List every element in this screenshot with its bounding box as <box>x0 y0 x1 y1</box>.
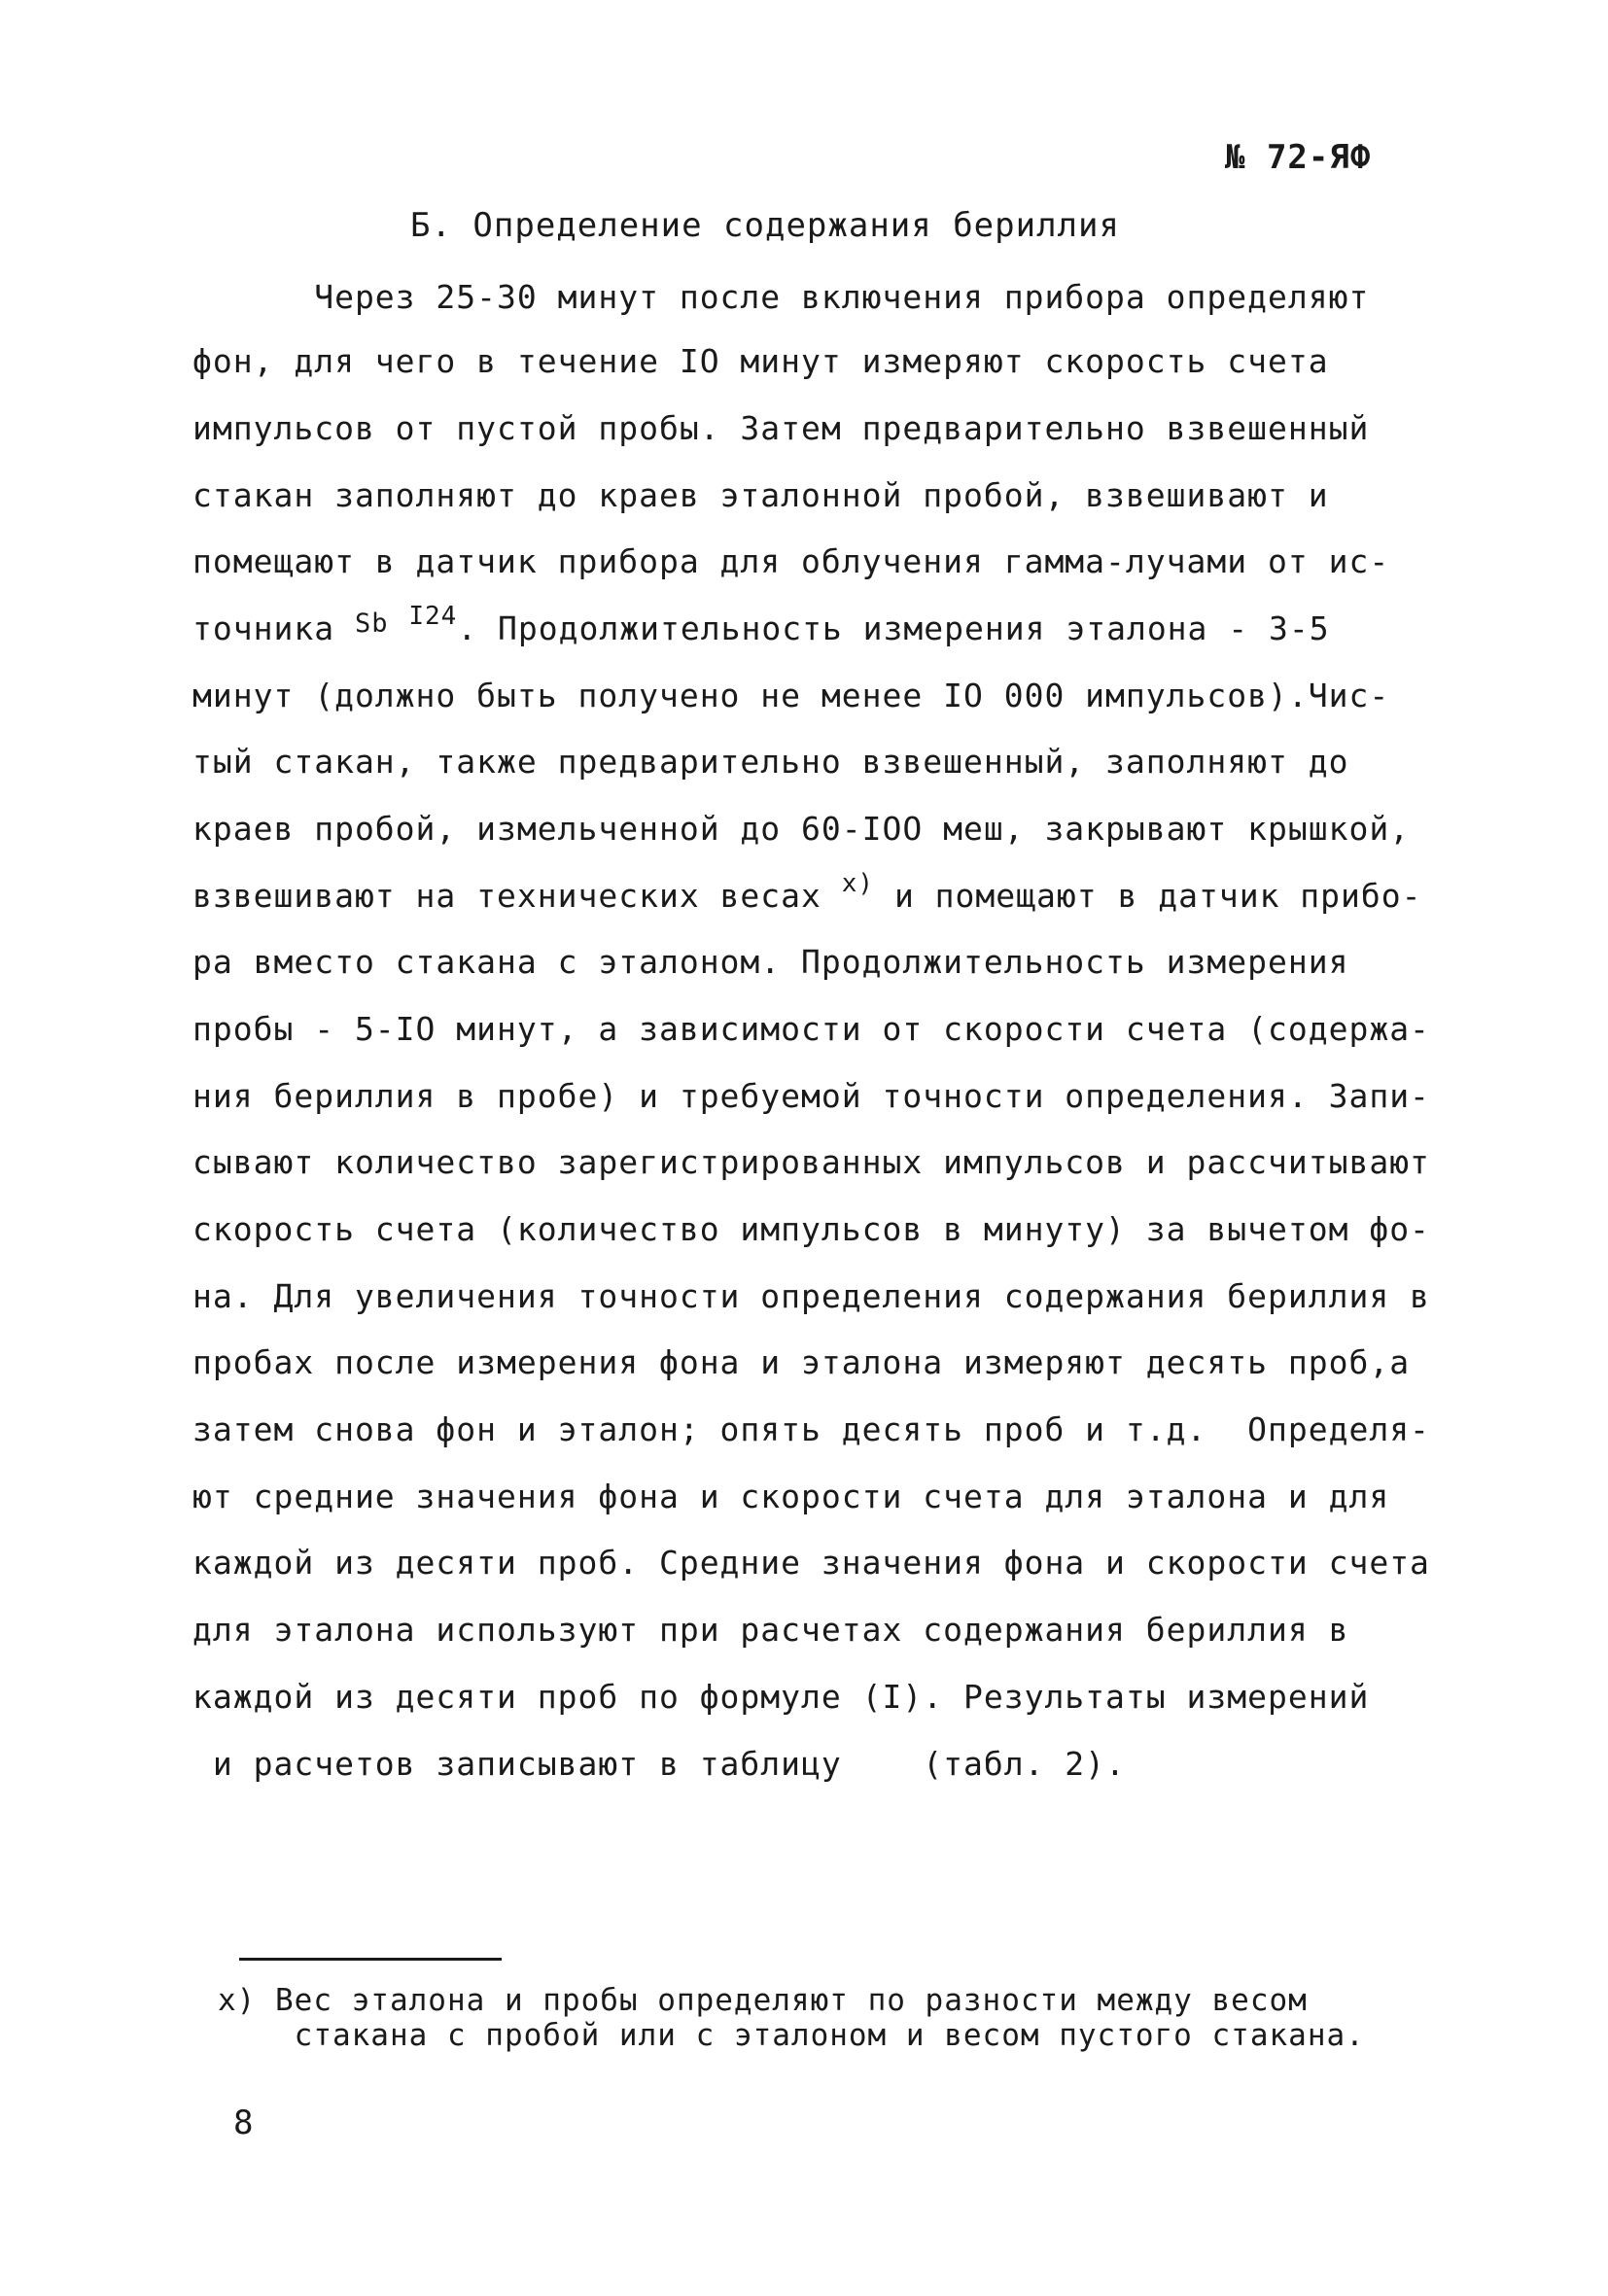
footnote-divider <box>239 1958 502 1961</box>
body-line: и расчетов записывают в таблицу (табл. 2). <box>192 1745 1126 1783</box>
body-line: скорость счета (количество импульсов в минуту) за вычетом фо- <box>192 1210 1430 1248</box>
isotope-mass: I24 <box>408 602 458 631</box>
isotope-symbol: Sb <box>354 609 389 639</box>
page-number: 8 <box>233 2104 254 2142</box>
body-line-footnote-ref <box>192 869 1456 919</box>
body-line: для эталона используют при расчетах содержания бериллия в <box>192 1611 1349 1649</box>
body-line: каждой из десяти проб по формуле (I). Результаты измерений <box>192 1678 1370 1716</box>
body-line: краев пробой, измельченной до 60-IOO меш, закрывают крышкой, <box>192 810 1411 848</box>
body-line: помещают в датчик прибора для облучения гамма-лучами от ис- <box>192 542 1390 580</box>
body-line: стакан заполняют до краев эталонной пробой, взвешивают и <box>192 476 1329 514</box>
body-line-start: точника <box>192 609 355 647</box>
body-line: ют средние значения фона и скорости счета для эталона и для <box>192 1478 1390 1515</box>
body-line: пробы - 5-IO минут, а зависимости от скорости счета (содержа- <box>192 1010 1430 1048</box>
body-line: затем снова фон и эталон; опять десять проб и т.д. Определя- <box>192 1410 1430 1448</box>
body-line-start: взвешивают на технических весах <box>192 877 842 915</box>
section-heading: Б. Определение содержания бериллия <box>410 206 1120 245</box>
body-line: пробах после измерения фона и эталона измеряют десять проб,а <box>192 1343 1411 1381</box>
body-line: ния бериллия в пробе) и требуемой точности определения. Запи- <box>192 1077 1430 1115</box>
footnote-line <box>218 1983 1308 2018</box>
body-line: Через 25-30 минут после включения прибора определяют <box>192 278 1370 316</box>
body-line: тый стакан, также предварительно взвешенный, заполняют до <box>192 743 1349 781</box>
body-line-end: и помещают в датчик прибо- <box>874 877 1422 915</box>
footnote-reference: x) <box>841 869 875 898</box>
body-line: на. Для увеличения точности определения содержания бериллия в <box>192 1277 1430 1315</box>
footnote-line: стакана с пробой или с эталоном и весом пустого стакана. <box>218 2018 1365 2053</box>
footnote-mark: x) <box>218 1983 257 2018</box>
body-line: каждой из десяти проб. Средние значения фона и скорости счета <box>192 1544 1430 1582</box>
footnote-text: Вес эталона и пробы определяют по разности между весом <box>256 1983 1308 2018</box>
body-line: ра вместо стакана с эталоном. Продолжительность измерения <box>192 943 1349 981</box>
body-line-isotope <box>192 602 1456 651</box>
body-line: минут (должно быть получено не менее IO 000 импульсов).Чис- <box>192 677 1390 714</box>
body-line-end: . Продолжительность измерения эталона - 3-5 <box>457 609 1330 647</box>
body-line: импульсов от пустой пробы. Затем предварительно взвешенный <box>192 409 1370 447</box>
document-number: № 72-ЯФ <box>1225 138 1372 177</box>
body-line: сывают количество зарегистрированных импульсов и рассчитывают <box>192 1143 1430 1181</box>
body-line: фон, для чего в течение IO минут измеряют скорость счета <box>192 342 1329 380</box>
